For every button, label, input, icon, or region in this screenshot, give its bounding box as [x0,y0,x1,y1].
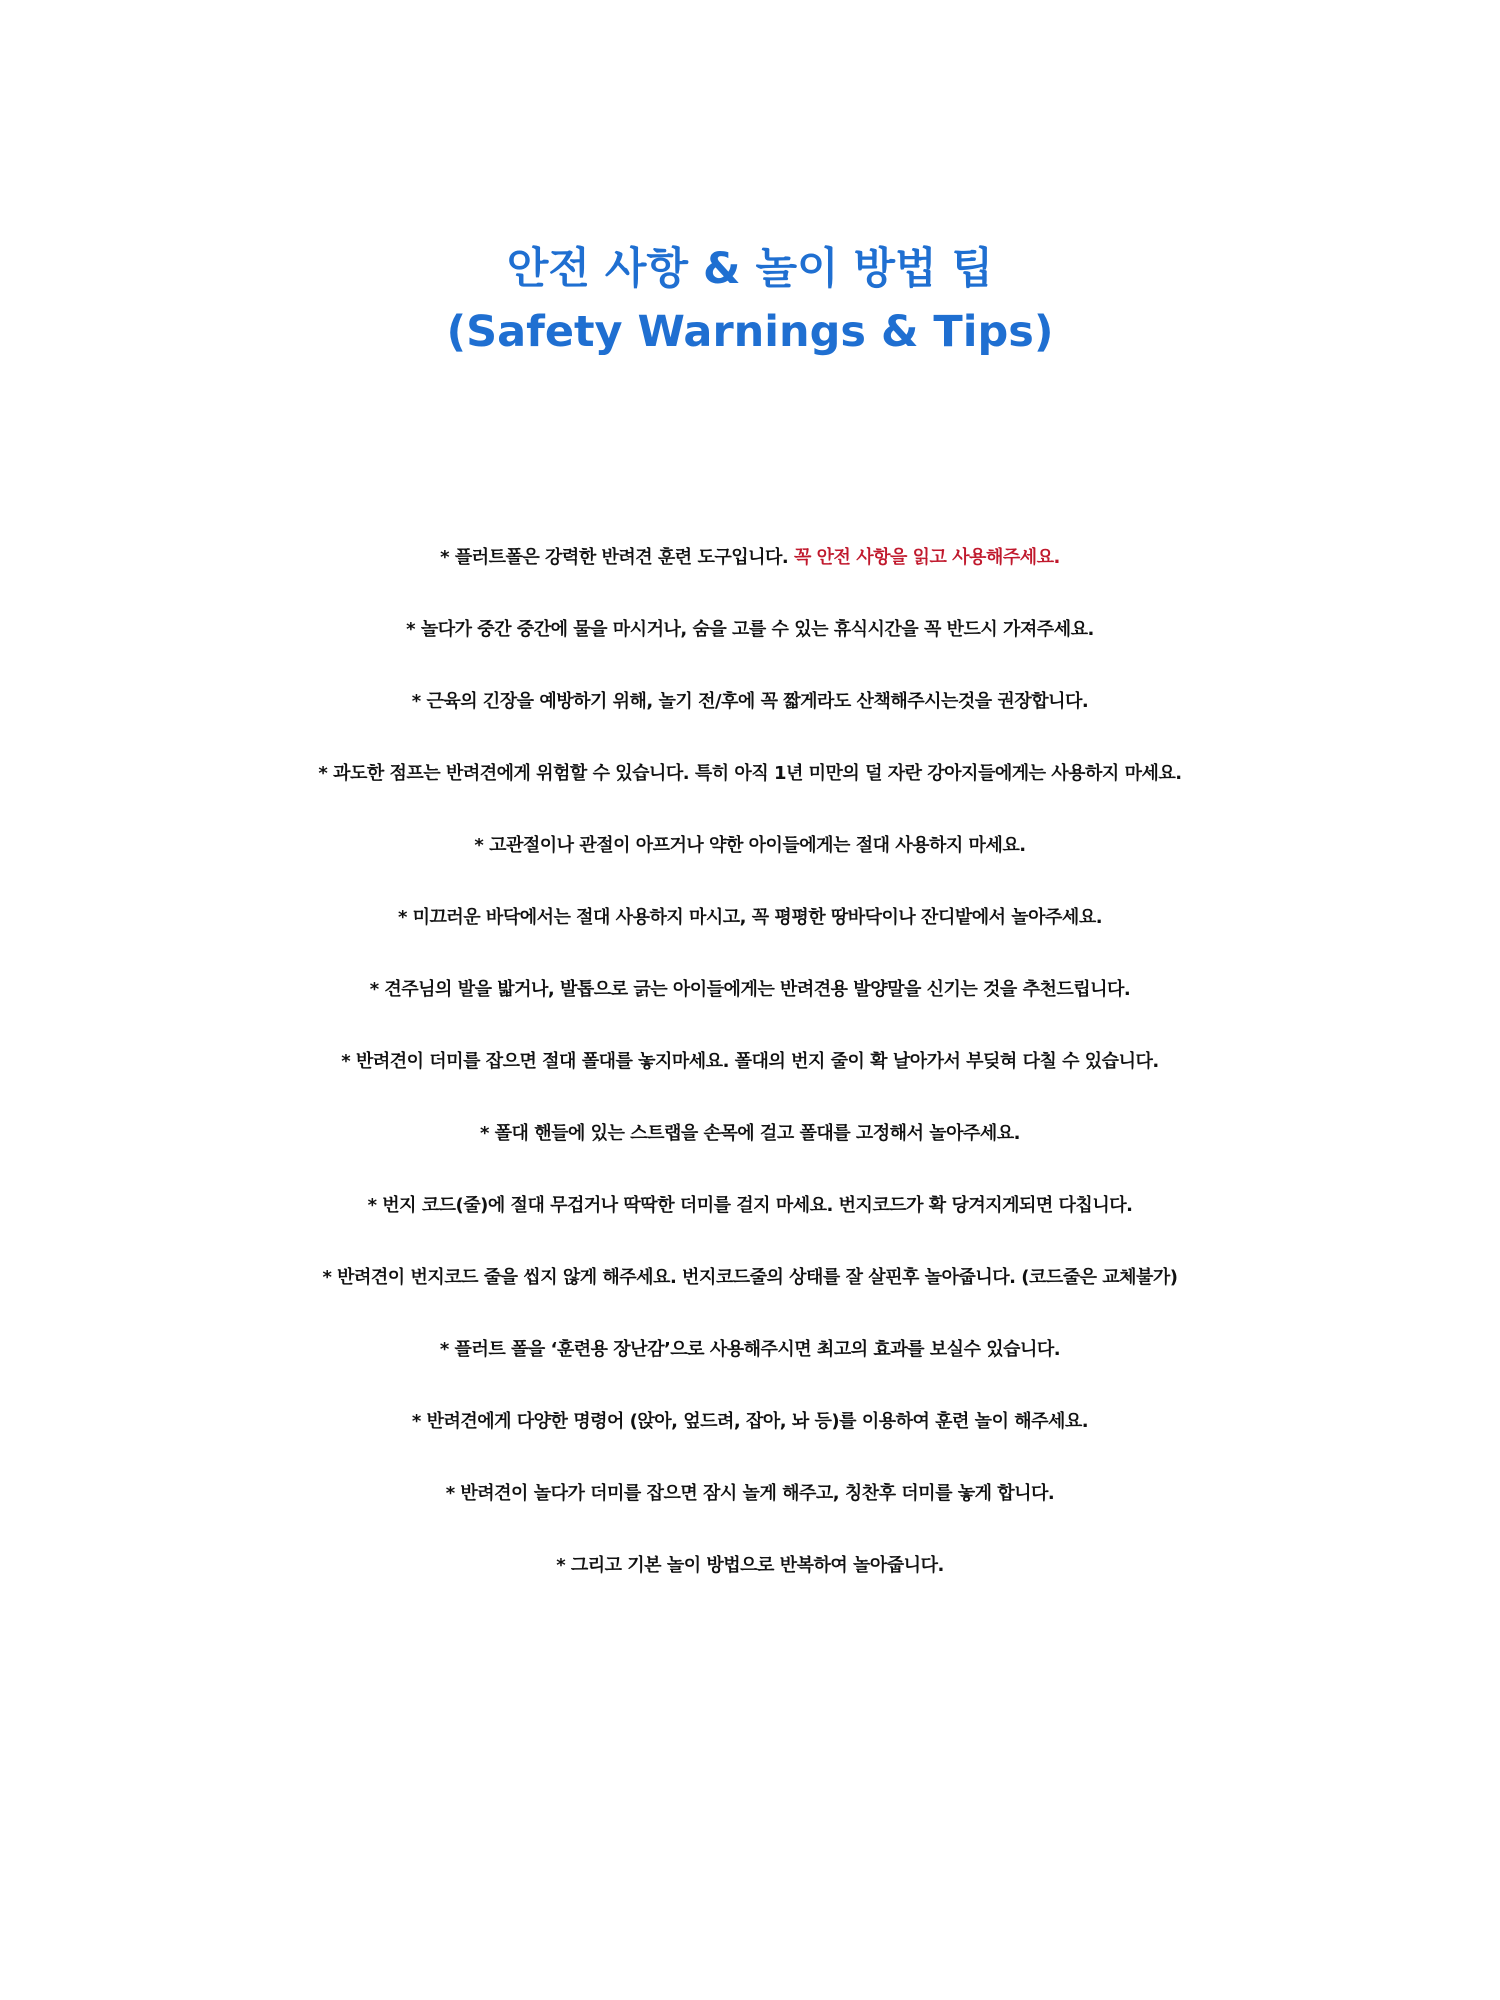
tip-text: * 번지 코드(줄)에 절대 무겁거나 딱딱한 더미를 걸지 마세요. 번지코드가 확 당겨지게되면 다칩니다. [367,1195,1133,1216]
tip-text: * 그리고 기본 놀이 방법으로 반복하여 놀아줍니다. [556,1555,944,1576]
tip-item [0,1392,1500,1464]
title-korean: 안전 사항 & 놀이 방법 팁 [506,244,994,294]
tip-text: * 반려견이 더미를 잡으면 절대 폴대를 놓지마세요. 폴대의 번지 줄이 확 날아가서 부딪혀 다칠 수 있습니다. [341,1051,1159,1072]
tip-text: * 반려견에게 다양한 명령어 (앉아, 엎드려, 잡아, 놔 등)를 이용하여 훈련 놀이 해주세요. [411,1411,1089,1432]
tip-item [0,1320,1500,1392]
tip-item [0,816,1500,888]
tip-item [0,960,1500,1032]
tip-item [0,888,1500,960]
tip-item [0,600,1500,672]
tip-item [0,1032,1500,1104]
tip-item [0,1464,1500,1536]
tip-text: * 미끄러운 바닥에서는 절대 사용하지 마시고, 꼭 평평한 땅바닥이나 잔디밭에서 놀아주세요. [397,907,1103,928]
title-english: (Safety Warnings & Tips) [446,307,1054,357]
tip-text: * 견주님의 발을 밟거나, 발톱으로 긁는 아이들에게는 반려견용 발양말을 신기는 것을 추천드립니다. [369,979,1131,1000]
tip-item [0,1248,1500,1320]
tip-text: * 근육의 긴장을 예방하기 위해, 놀기 전/후에 꼭 짧게라도 산책해주시는것을 권장합니다. [411,691,1089,712]
tip-item [0,1536,1500,1608]
tips-list [0,528,1500,1608]
tip-text: * 과도한 점프는 반려견에게 위험할 수 있습니다. 특히 아직 1년 미만의 덜 자란 강아지들에게는 사용하지 마세요. [318,763,1182,784]
tip-item [0,1104,1500,1176]
tip-text: * 반려견이 놀다가 더미를 잡으면 잠시 놀게 해주고, 칭찬후 더미를 놓게 합니다. [445,1483,1055,1504]
tip-text: * 고관절이나 관절이 아프거나 약한 아이들에게는 절대 사용하지 마세요. [474,835,1026,856]
safety-warning: 꼭 안전 사항을 읽고 사용해주세요. [794,547,1060,568]
tip-text: * 반려견이 번지코드 줄을 씹지 않게 해주세요. 번지코드줄의 상태를 잘 살핀후 놀아줍니다. (코드줄은 교체불가) [322,1267,1178,1288]
tip-item [0,528,1500,600]
page-title [0,238,1500,364]
tip-text: * 플러트폴은 강력한 반려견 훈련 도구입니다. [440,547,794,568]
tip-text: * 놀다가 중간 중간에 물을 마시거나, 숨을 고를 수 있는 휴식시간을 꼭 반드시 가져주세요. [406,619,1094,640]
tip-text: * 폴대 핸들에 있는 스트랩을 손목에 걸고 폴대를 고정해서 놀아주세요. [479,1123,1020,1144]
tip-item [0,672,1500,744]
tip-item [0,744,1500,816]
tip-text: * 플러트 폴을 ‘훈련용 장난감’으로 사용해주시면 최고의 효과를 보실수 있습니다. [439,1339,1061,1360]
tip-item [0,1176,1500,1248]
